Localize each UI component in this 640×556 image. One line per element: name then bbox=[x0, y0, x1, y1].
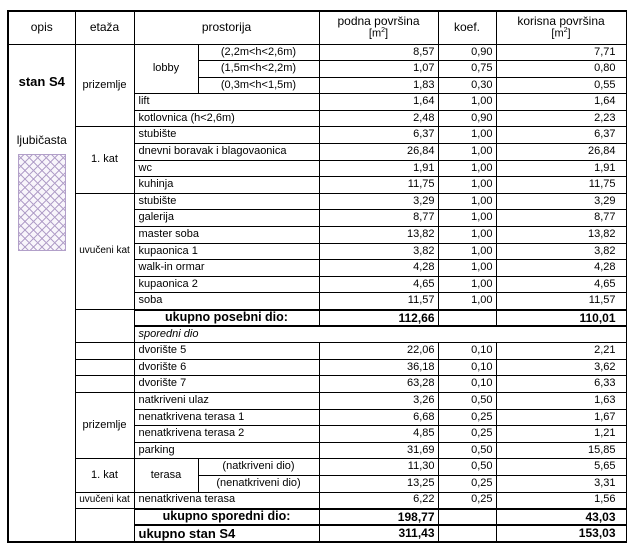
prostorija-cell: kotlovnica (h<2,6m) bbox=[134, 110, 319, 127]
podna-cell: 3,29 bbox=[319, 193, 438, 210]
podna-cell: 63,28 bbox=[319, 376, 438, 393]
prostorija-cell: (1,5m<h<2,2m) bbox=[198, 61, 319, 78]
podna-cell: 8,57 bbox=[319, 44, 438, 61]
podna-cell: 11,30 bbox=[319, 459, 438, 476]
color-swatch bbox=[18, 154, 66, 251]
podna-header-unit bbox=[320, 27, 438, 40]
korisna-cell: 3,82 bbox=[496, 243, 626, 260]
podna-cell: 112,66 bbox=[319, 310, 438, 327]
etaza-group-cell: uvučeni kat bbox=[75, 193, 134, 309]
unit-suffix: ] bbox=[385, 28, 389, 41]
podna-cell: 4,28 bbox=[319, 260, 438, 277]
total-row-sporedni bbox=[8, 509, 626, 526]
korisna-cell: 26,84 bbox=[496, 144, 626, 161]
korisna-cell: 1,63 bbox=[496, 392, 626, 409]
prostorija-cell: (natkriveni dio) bbox=[198, 459, 319, 476]
podna-cell: 1,64 bbox=[319, 94, 438, 111]
koef-cell: 1,00 bbox=[438, 243, 496, 260]
header-row bbox=[8, 11, 626, 44]
podna-cell: 11,57 bbox=[319, 293, 438, 310]
koef-cell bbox=[438, 310, 496, 327]
koef-cell: 1,00 bbox=[438, 293, 496, 310]
etaza-group-cell: 1. kat bbox=[75, 127, 134, 193]
prostorija-cell: dvorište 6 bbox=[134, 359, 319, 376]
koef-cell: 1,00 bbox=[438, 160, 496, 177]
prostorija-cell: galerija bbox=[134, 210, 319, 227]
podna-cell: 26,84 bbox=[319, 144, 438, 161]
etaza-empty-cell bbox=[75, 359, 134, 376]
unit-suffix: ] bbox=[567, 28, 571, 41]
podna-cell: 311,43 bbox=[319, 525, 438, 542]
korisna-cell: 153,03 bbox=[496, 525, 626, 542]
section-label-cell: sporedni dio bbox=[134, 326, 626, 343]
lobby-group-cell: lobby bbox=[134, 44, 198, 94]
terasa-group-cell: terasa bbox=[134, 459, 198, 492]
korisna-header-label: korisna površina bbox=[517, 13, 605, 28]
podna-cell: 8,77 bbox=[319, 210, 438, 227]
podna-header-label: podna površina bbox=[337, 13, 420, 28]
area-table bbox=[7, 10, 627, 543]
koef-cell: 0,90 bbox=[438, 110, 496, 127]
prostorija-cell: stubište bbox=[134, 193, 319, 210]
prostorija-cell: nenatkrivena terasa bbox=[134, 492, 319, 509]
prostorija-cell: walk-in ormar bbox=[134, 260, 319, 277]
prostorija-cell: natkriveni ulaz bbox=[134, 392, 319, 409]
korisna-cell: 3,29 bbox=[496, 193, 626, 210]
korisna-cell: 8,77 bbox=[496, 210, 626, 227]
table-row bbox=[8, 359, 626, 376]
prostorija-cell: dvorište 7 bbox=[134, 376, 319, 393]
koef-cell: 0,10 bbox=[438, 343, 496, 360]
koef-cell: 0,50 bbox=[438, 442, 496, 459]
etaza-group-cell: prizemlje bbox=[75, 392, 134, 458]
col-header-korisna-povrsina bbox=[496, 11, 626, 44]
koef-cell: 1,00 bbox=[438, 177, 496, 194]
apartment-name: stan S4 bbox=[18, 73, 65, 89]
korisna-cell: 3,31 bbox=[496, 475, 626, 492]
korisna-cell: 1,56 bbox=[496, 492, 626, 509]
korisna-cell: 11,57 bbox=[496, 293, 626, 310]
prostorija-cell: lift bbox=[134, 94, 319, 111]
podna-cell: 13,25 bbox=[319, 475, 438, 492]
koef-cell: 0,25 bbox=[438, 492, 496, 509]
prostorija-cell: kupaonica 2 bbox=[134, 276, 319, 293]
koef-cell: 0,75 bbox=[438, 61, 496, 78]
koef-cell: 0,25 bbox=[438, 475, 496, 492]
korisna-cell: 6,33 bbox=[496, 376, 626, 393]
unit-prefix: [m bbox=[368, 28, 382, 41]
korisna-header-unit bbox=[497, 27, 626, 40]
korisna-cell: 13,82 bbox=[496, 227, 626, 244]
unit-prefix: [m bbox=[551, 28, 564, 41]
podna-cell: 31,69 bbox=[319, 442, 438, 459]
koef-cell: 0,25 bbox=[438, 426, 496, 443]
korisna-cell: 11,75 bbox=[496, 177, 626, 194]
podna-cell: 13,82 bbox=[319, 227, 438, 244]
table-row bbox=[8, 492, 626, 509]
prostorija-cell: stubište bbox=[134, 127, 319, 144]
podna-cell: 3,26 bbox=[319, 392, 438, 409]
prostorija-cell: dvorište 5 bbox=[134, 343, 319, 360]
prostorija-cell: nenatkrivena terasa 2 bbox=[134, 426, 319, 443]
koef-cell: 1,00 bbox=[438, 227, 496, 244]
prostorija-cell: kupaonica 1 bbox=[134, 243, 319, 260]
podna-cell: 198,77 bbox=[319, 509, 438, 526]
koef-cell: 0,50 bbox=[438, 392, 496, 409]
total-label-cell: ukupno posebni dio: bbox=[134, 310, 319, 327]
podna-cell: 1,07 bbox=[319, 61, 438, 78]
koef-cell: 1,00 bbox=[438, 276, 496, 293]
koef-cell bbox=[438, 525, 496, 542]
korisna-cell: 5,65 bbox=[496, 459, 626, 476]
koef-cell: 0,30 bbox=[438, 77, 496, 94]
korisna-cell: 1,91 bbox=[496, 160, 626, 177]
koef-cell bbox=[438, 509, 496, 526]
etaza-empty-cell bbox=[75, 310, 134, 343]
koef-cell: 0,10 bbox=[438, 359, 496, 376]
korisna-cell: 2,23 bbox=[496, 110, 626, 127]
korisna-cell: 1,67 bbox=[496, 409, 626, 426]
korisna-cell: 15,85 bbox=[496, 442, 626, 459]
podna-cell: 3,82 bbox=[319, 243, 438, 260]
total-label-cell: ukupno sporedni dio: bbox=[134, 509, 319, 526]
koef-cell: 1,00 bbox=[438, 193, 496, 210]
table-row bbox=[8, 44, 626, 61]
prostorija-cell: (nenatkriveni dio) bbox=[198, 475, 319, 492]
korisna-cell: 4,65 bbox=[496, 276, 626, 293]
prostorija-cell: dnevni boravak i blagovaonica bbox=[134, 144, 319, 161]
etaza-empty-cell bbox=[75, 376, 134, 393]
prostorija-cell: master soba bbox=[134, 227, 319, 244]
koef-cell: 0,10 bbox=[438, 376, 496, 393]
podna-cell: 1,83 bbox=[319, 77, 438, 94]
col-header-etaza: etaža bbox=[75, 11, 134, 44]
prostorija-cell: kuhinja bbox=[134, 177, 319, 194]
koef-cell: 1,00 bbox=[438, 144, 496, 161]
korisna-cell: 4,28 bbox=[496, 260, 626, 277]
table-row bbox=[8, 376, 626, 393]
prostorija-cell: soba bbox=[134, 293, 319, 310]
podna-cell: 22,06 bbox=[319, 343, 438, 360]
table-row bbox=[8, 127, 626, 144]
etaza-empty-cell bbox=[75, 509, 134, 542]
unit-sup: 2 bbox=[381, 27, 386, 35]
korisna-cell: 0,55 bbox=[496, 77, 626, 94]
prostorija-cell: (2,2m<h<2,6m) bbox=[198, 44, 319, 61]
koef-cell: 0,50 bbox=[438, 459, 496, 476]
koef-cell: 0,90 bbox=[438, 44, 496, 61]
koef-cell: 1,00 bbox=[438, 260, 496, 277]
korisna-cell: 2,21 bbox=[496, 343, 626, 360]
table-row bbox=[8, 392, 626, 409]
grand-total-label-cell: ukupno stan S4 bbox=[134, 525, 319, 542]
podna-cell: 2,48 bbox=[319, 110, 438, 127]
prostorija-cell: (0,3m<h<1,5m) bbox=[198, 77, 319, 94]
korisna-cell: 43,03 bbox=[496, 509, 626, 526]
podna-cell: 11,75 bbox=[319, 177, 438, 194]
table-row bbox=[8, 343, 626, 360]
korisna-cell: 1,64 bbox=[496, 94, 626, 111]
podna-cell: 6,22 bbox=[319, 492, 438, 509]
prostorija-cell: nenatkrivena terasa 1 bbox=[134, 409, 319, 426]
podna-cell: 1,91 bbox=[319, 160, 438, 177]
korisna-cell: 0,80 bbox=[496, 61, 626, 78]
col-header-podna-povrsina bbox=[319, 11, 438, 44]
koef-cell: 0,25 bbox=[438, 409, 496, 426]
koef-cell: 1,00 bbox=[438, 94, 496, 111]
podna-cell: 36,18 bbox=[319, 359, 438, 376]
col-header-opis: opis bbox=[8, 11, 75, 44]
prostorija-cell: parking bbox=[134, 442, 319, 459]
korisna-cell: 7,71 bbox=[496, 44, 626, 61]
podna-cell: 4,65 bbox=[319, 276, 438, 293]
korisna-cell: 1,21 bbox=[496, 426, 626, 443]
unit-sup: 2 bbox=[563, 27, 568, 35]
col-header-koef: koef. bbox=[438, 11, 496, 44]
table-row bbox=[8, 459, 626, 476]
total-row-posebni bbox=[8, 310, 626, 327]
podna-cell: 6,37 bbox=[319, 127, 438, 144]
table-row bbox=[8, 193, 626, 210]
etaza-group-cell: 1. kat bbox=[75, 459, 134, 492]
color-label: ljubičasta bbox=[16, 133, 67, 148]
opis-cell bbox=[8, 44, 75, 542]
etaza-group-cell: uvučeni kat bbox=[75, 492, 134, 509]
koef-cell: 1,00 bbox=[438, 127, 496, 144]
koef-cell: 1,00 bbox=[438, 210, 496, 227]
korisna-cell: 3,62 bbox=[496, 359, 626, 376]
podna-cell: 4,85 bbox=[319, 426, 438, 443]
etaza-empty-cell bbox=[75, 343, 134, 360]
podna-cell: 6,68 bbox=[319, 409, 438, 426]
prostorija-cell: wc bbox=[134, 160, 319, 177]
col-header-prostorija: prostorija bbox=[134, 11, 319, 44]
korisna-cell: 6,37 bbox=[496, 127, 626, 144]
etaza-group-cell: prizemlje bbox=[75, 44, 134, 127]
korisna-cell: 110,01 bbox=[496, 310, 626, 327]
